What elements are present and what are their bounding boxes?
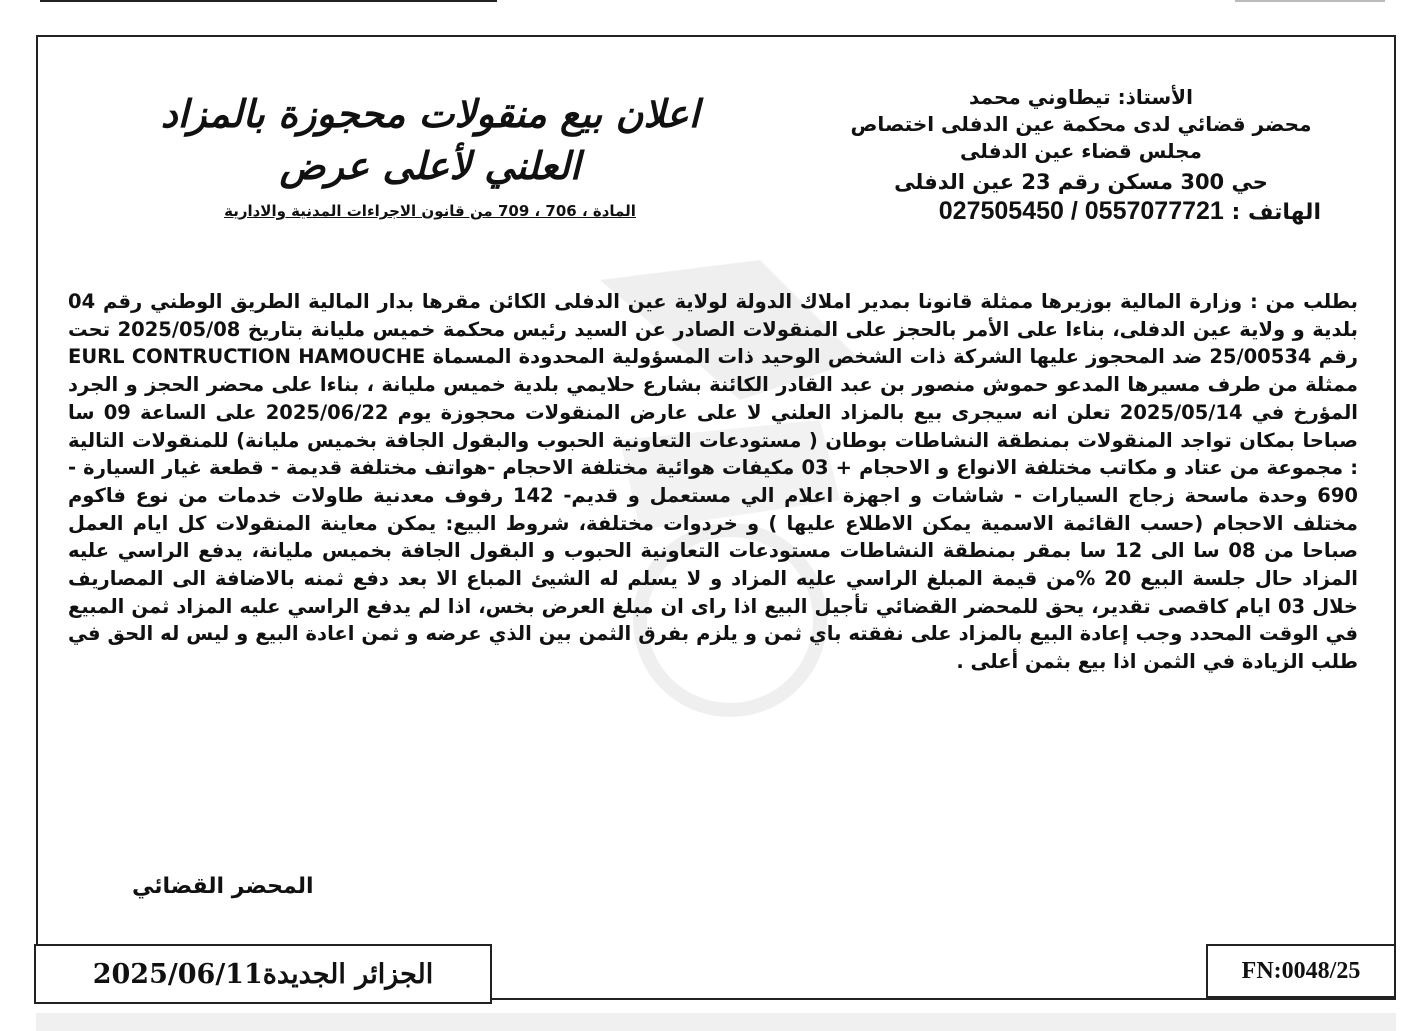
signature: المحضر القضائي	[132, 874, 314, 899]
publication-name-date: الجزائر الجديدة2025/06/11	[92, 958, 434, 990]
bailiff-office-header	[821, 84, 1341, 226]
legal-reference	[120, 202, 740, 220]
reference-number: FN:0048/25	[1241, 957, 1361, 984]
announcement-body: بطلب من : وزارة المالية بوزيرها ممثلة قانونا بمدير املاك الدولة لولاية عين الدفلى الكائن مقرها بدار المالية الطريق الوطني رقم 04 بلدية و ولاية عين الدفلى، بناءا على الأمر بالحجز على المنقولات الصادر عن السيد رئيس محكمة خميس مليانة بتاريخ 2025/05/08 تحت رقم 25/00534 ضد المحجوز عليها الشركة ذات الشخص الوحيد ذات المسؤولية المحدودة المسماة EURL CONTRUCTION HAMOUCHE ممثلة من طرف مسيرها المدعو حموش منصور بن عبد القادر الكائنة بشارع حلايمي بلدية خميس مليانة ، بناءا على محضر الحجز و الجرد المؤرخ في 2025/05/14 تعلن انه سيجرى بيع بالمزاد العلني لا على عارض المنقولات محجوزة يوم 2025/06/22 على الساعة 09 سا صباحا بمكان تواجد المنقولات بمنطقة النشاطات بوطان ( مستودعات التعاونية الحبوب والبقول الجافة بخميس مليانة) للمنقولات التالية : مجموعة من عتاد و مكاتب مختلفة الانواع و الاحجام + 03 مكيفات هوائية مختلفة الاحجام -هواتف مختلفة قديمة - قطعة غيار السيارة - 690 وحدة ماسحة زجاج السيارات - شاشات و اجهزة اعلام الي مستعمل و قديم- 142 رفوف معدنية طاولات خدمات من نوع فاكوم مختلف الاحجام (حسب القائمة الاسمية يمكن الاطلاع عليها ) و خردوات مختلفة، شروط البيع: يمكن معاينة المنقولات كل ايام العمل صباحا من 08 سا الى 12 سا بمقر بمنطقة النشاطات مستودعات التعاونية الحبوب و البقول الجافة بخميس مليانة، يدفع الراسي عليه المزاد حال جلسة البيع 20 %من قيمة المبلغ الراسي عليه المزاد و لا يسلم له الشيئ المباع الا بعد دفع ثمنه بالاضافة الى المصاريف خلال 03 ايام كاقصى تقدير، يحق للمحضر القضائي تأجيل البيع اذا راى ان مبلغ العرض بخس، اذا لم يدفع الراسي عليه المزاد ثمن المبيع في الوقت المحدد وجب إعادة البيع بالمزاد على نفقته باي ثمن و يلزم بفرق الثمن بين الذي عرضه و ثمن اعادة البيع و ليس له الحق في طلب الزيادة في الثمن اذا بيع بثمن أعلى .	[68, 290, 1359, 674]
bailiff-jurisdiction: محضر قضائي لدى محكمة عين الدفلى اختصاص	[850, 112, 1312, 136]
bailiff-address: حي 300 مسكن رقم 23 عين الدفلى	[894, 170, 1268, 194]
phone-numbers: 0557077721 / 027505450	[938, 197, 1224, 225]
reference-box	[1206, 944, 1396, 998]
title-line-1: اعلان بيع منقولات محجوزة بالمزاد	[160, 91, 700, 136]
publication-box	[34, 944, 492, 1004]
bailiff-court: مجلس قضاء عين الدفلى	[960, 139, 1202, 163]
title-line-2: العلني لأعلى عرض	[279, 143, 581, 188]
bailiff-name: الأستاذ: تيطاوني محمد	[969, 85, 1193, 109]
top-rule	[40, 0, 497, 2]
announcement-title	[60, 88, 800, 192]
bottom-band	[36, 1013, 1396, 1031]
bailiff-phone	[821, 198, 1321, 226]
legal-reference-text: المادة ، 706 ، 709 من قانون الاجراءات المدنية والادارية	[224, 202, 636, 220]
phone-label: الهاتف :	[1231, 200, 1321, 225]
top-rule-right	[1235, 0, 1385, 2]
